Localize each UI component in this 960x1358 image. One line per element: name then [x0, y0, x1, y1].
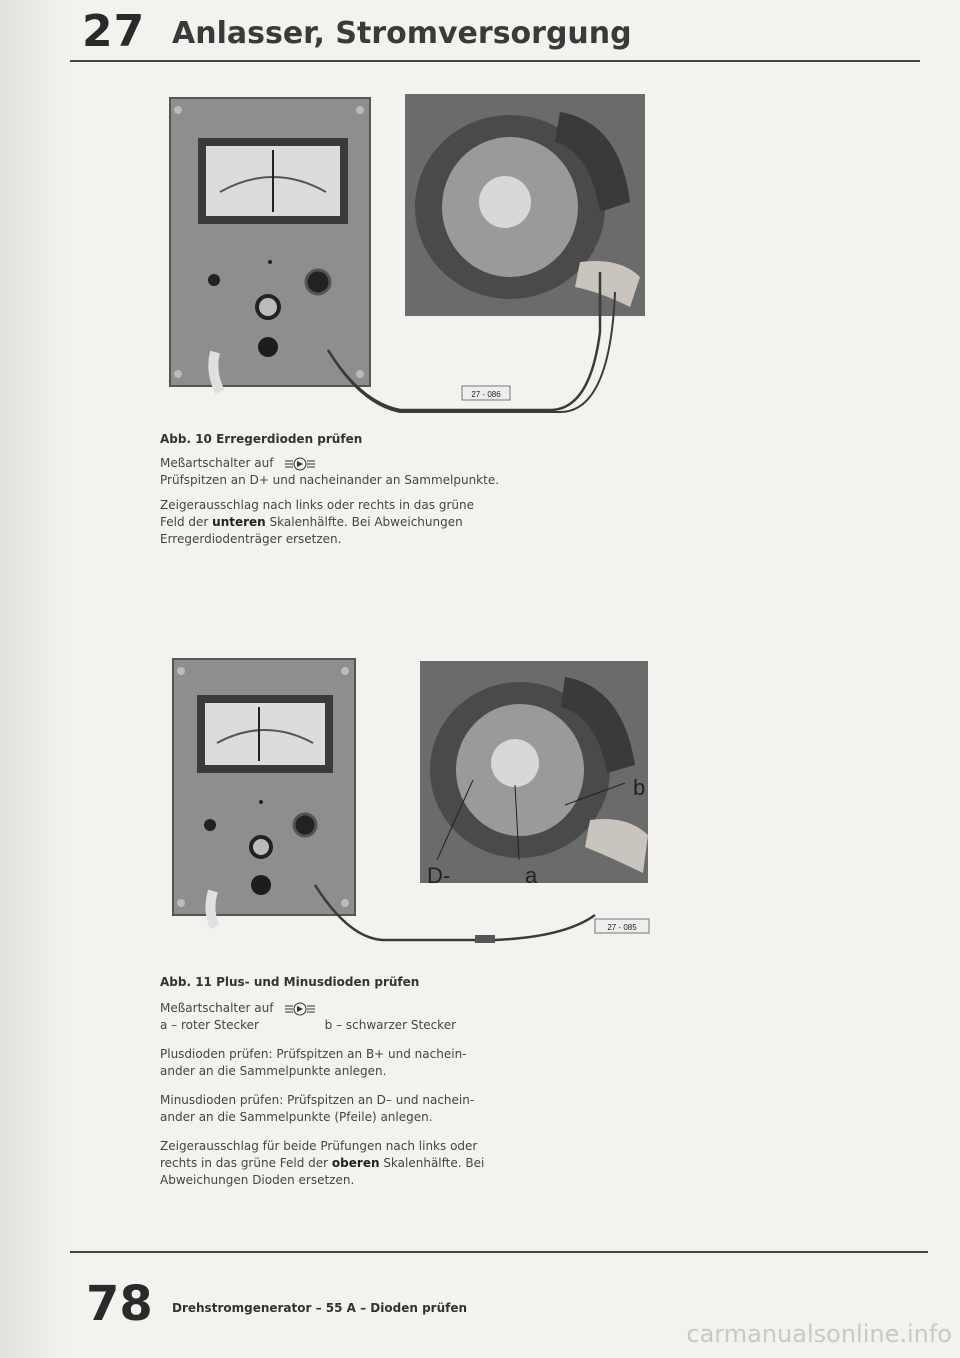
diode-switch-icon: [285, 1002, 315, 1016]
figure-11-caption-title: Abb. 11 Plus- und Minusdioden prüfen: [160, 975, 420, 989]
meter-scale: [205, 703, 325, 765]
figure-11-photo: [165, 655, 665, 955]
page-number: 78: [86, 1276, 153, 1332]
measurement-switch: [306, 270, 330, 294]
figure-10-caption: Meßartschalter auf Prüfspitzen an D+ und nacheinander an Sammelpunkte. Zeigerausschlag nach links oder rechts in das grüne Feld der unteren Skalenhälfte. Bei Abweichungen Erregerdiodenträger ersetzen.: [160, 455, 580, 548]
footer-title: Drehstromgenerator – 55 A – Dioden prüfen: [172, 1301, 468, 1315]
plug-legend: a – roter Stecker b – schwarzer Stecker: [160, 1018, 457, 1032]
meter-lamp: [208, 274, 220, 286]
header-rule: [70, 60, 920, 62]
meter-knob: [257, 296, 279, 318]
measurement-switch: [294, 814, 316, 836]
figure-11-ref-label: 27 - 085: [607, 923, 637, 932]
label-a: a: [525, 863, 538, 888]
figure-10-ref-label: 27 - 086: [471, 390, 501, 399]
watermark: carmanualsonline.info: [686, 1320, 952, 1348]
figure-10-photo: [160, 92, 650, 432]
switch-line: Meßartschalter auf: [160, 455, 580, 472]
scan-edge: [0, 0, 70, 1358]
probe-instruction: Prüfspitzen an D+ und nacheinander an Sammelpunkte.: [160, 473, 500, 487]
diode-switch-icon: [285, 457, 315, 471]
chapter-title: Anlasser, Stromversorgung: [172, 16, 632, 51]
chapter-number: 27: [82, 6, 146, 57]
footer-rule: [70, 1251, 928, 1253]
switch-line: Meßartschalter auf: [160, 1000, 580, 1017]
label-b: b: [633, 775, 646, 800]
label-d-minus: D-: [427, 863, 451, 888]
figure-11-caption: Meßartschalter auf a – roter Stecker b – schwarzer Stecker Plusdioden prüfen: Prüfspitzen an B+ und nachein- ander an die Sammelpunkte anlegen. Minusdioden prüfen: Prüfspitzen an D– und nachein- ander an die Sammelpunkte (Pfeile) anlegen. Zeigerausschlag für beide Prüfungen nach links oder rechts in das grüne Feld der oberen Skalenhälfte. Bei Abweichungen Dioden ersetzen.: [160, 1000, 580, 1189]
meter-socket: [258, 337, 278, 357]
figure-10-caption-title: Abb. 10 Erregerdioden prüfen: [160, 432, 363, 446]
